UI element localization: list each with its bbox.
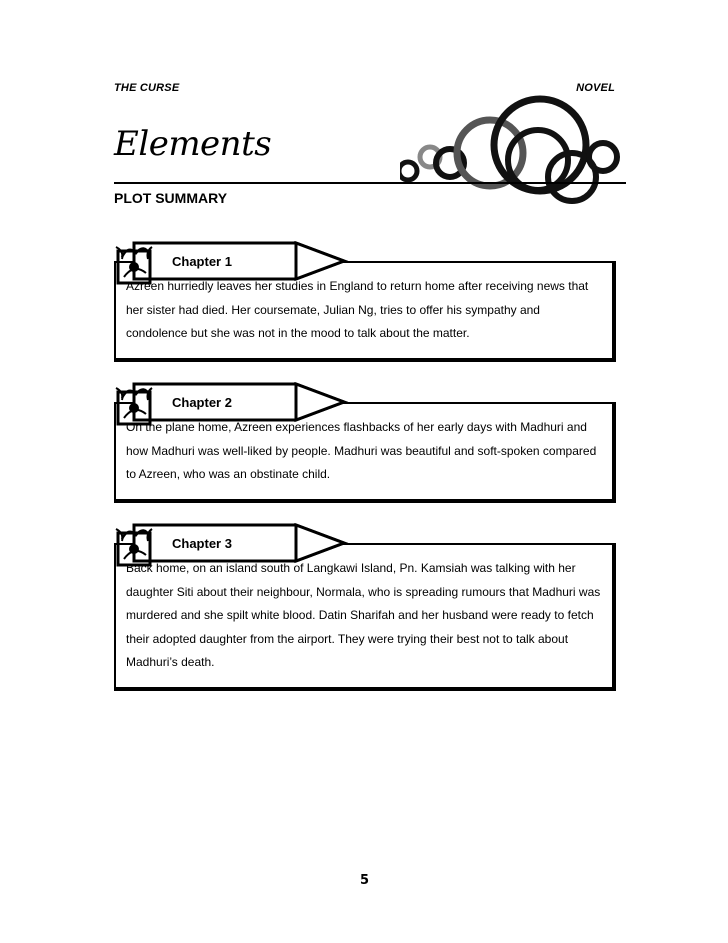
ornament-icon xyxy=(114,241,158,287)
chapter-label: Chapter 3 xyxy=(172,536,232,551)
chapter-summary: On the plane home, Azreen experiences flashbacks of her early days with Madhuri and how Madhuri was well-liked by people. Madhuri was beautiful and soft-spoken compared to Azreen, who was an obstinate child. xyxy=(126,420,597,481)
page-number: 5 xyxy=(360,873,370,888)
circles-decoration xyxy=(400,95,626,205)
chapter-summary: Azreen hurriedly leaves her studies in England to return home after receiving news that her sister had died. Her coursemate, Julian Ng, tries to offer his sympathy and condolence but she was not in the mood to talk about the matter. xyxy=(126,279,589,340)
chapter-tab xyxy=(114,382,374,424)
chapter-label: Chapter 2 xyxy=(172,395,232,410)
ornament-icon xyxy=(114,523,158,569)
header-title: THE CURSE xyxy=(114,82,180,94)
chapter-tab xyxy=(114,241,374,283)
section-heading: PLOT SUMMARY xyxy=(114,190,228,206)
section-divider xyxy=(114,182,626,184)
header-category: NOVEL xyxy=(576,82,615,94)
chapter-summary-box xyxy=(114,543,616,691)
page-title: Elements xyxy=(114,124,272,164)
chapter-summary: Back home, on an island south of Langkawi Island, Pn. Kamsiah was talking with her daughter Siti about their neighbour, Normala, who is spreading rumours that Madhuri was murdered and she spilt white blood. Datin Sharifah and her husband were ready to fetch their adopted daughter from the airport. They were trying their best not to talk about Madhuri’s death. xyxy=(126,561,601,669)
chapter-label: Chapter 1 xyxy=(172,254,232,269)
ornament-icon xyxy=(114,382,158,428)
chapter-tab xyxy=(114,523,374,565)
